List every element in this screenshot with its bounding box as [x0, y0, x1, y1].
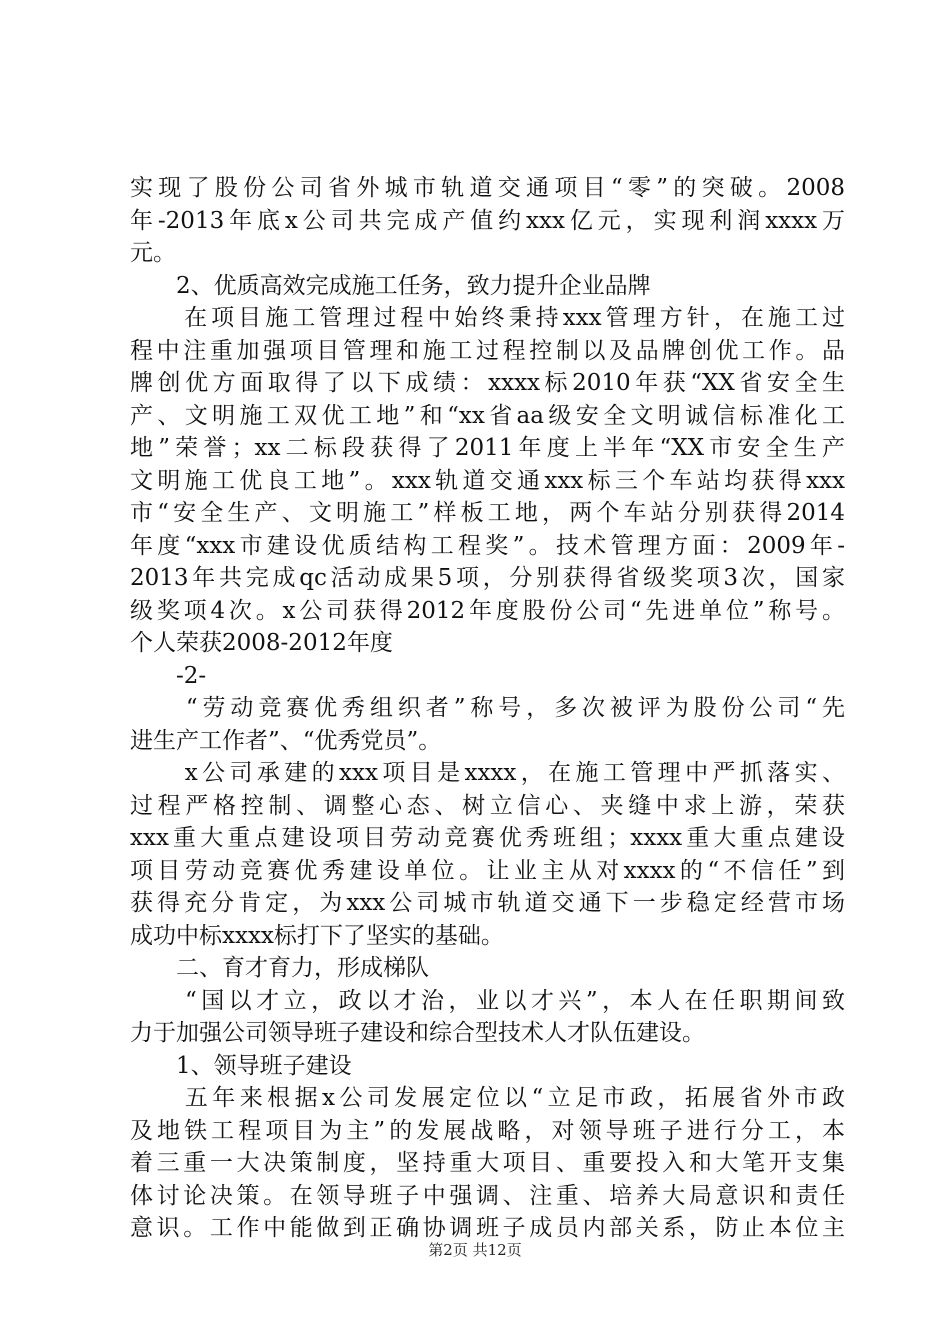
- text-line: 地”荣誉；xx二标段获得了2011年度上半年“XX市安全生产: [130, 435, 845, 461]
- text-line: xxx重大重点建设项目劳动竞赛优秀班组；xxxx重大重点建设: [130, 825, 845, 851]
- section-heading: 二、育才育力，形成梯队: [130, 955, 429, 981]
- text-line: 牌创优方面取得了以下成绩：xxxx标2010年获“XX省安全生: [130, 370, 845, 396]
- text-line: 级奖项4次。x公司获得2012年度股份公司“先进单位”称号。: [130, 597, 845, 624]
- text-line: 及地铁工程项目为主”的发展战略，对领导班子进行分工，本: [130, 1117, 845, 1144]
- text-line: 元。: [130, 240, 176, 266]
- text-line: 市“安全生产、文明施工”样板工地，两个车站分别获得2014: [130, 500, 845, 526]
- page-footer: 第2页 共12页: [428, 1241, 522, 1259]
- text-line: 意识。工作中能做到正确协调班子成员内部关系，防止本位主: [130, 1215, 845, 1241]
- text-line: 过程严格控制、调整心态、树立信心、夹缝中求上游，荣获: [130, 792, 845, 819]
- text-line: 进生产工作者”、“优秀党员”。: [130, 727, 442, 754]
- text-line: “国以才立，政以才治，业以才兴”，本人在任职期间致: [130, 987, 845, 1014]
- text-line: 产、文明施工双优工地”和“xx省aa级安全文明诚信标准化工: [130, 402, 845, 429]
- text-line: 个人荣获2008-2012年度: [130, 630, 393, 656]
- text-line: 文明施工优良工地”。xxx轨道交通xxx标三个车站均获得xxx: [130, 467, 845, 494]
- inline-page-number: -2-: [130, 662, 207, 689]
- text-line: “劳动竞赛优秀组织者”称号，多次被评为股份公司“先: [130, 695, 845, 721]
- text-line: 年-2013年底x公司共完成产值约xxx亿元，实现利润xxxx万: [130, 207, 845, 234]
- text-line: 在项目施工管理过程中始终秉持xxx管理方针，在施工过: [130, 305, 845, 331]
- text-line: 实现了股份公司省外城市轨道交通项目“零”的突破。2008: [130, 175, 845, 201]
- text-line: 体讨论决策。在领导班子中强调、注重、培养大局意识和责任: [130, 1182, 845, 1209]
- text-line: 成功中标xxxx标打下了坚实的基础。: [130, 922, 504, 949]
- text-line: 2013年共完成qc活动成果5项，分别获得省级奖项3次，国家: [130, 565, 845, 591]
- text-line: 获得充分肯定，为xxx公司城市轨道交通下一步稳定经营市场: [130, 890, 845, 916]
- text-line: 程中注重加强项目管理和施工过程控制以及品牌创优工作。品: [130, 337, 845, 364]
- text-line: 着三重一大决策制度，坚持重大项目、重要投入和大笔开支集: [130, 1150, 845, 1176]
- text-line: 年度“xxx市建设优质结构工程奖”。技术管理方面：2009年-: [130, 532, 845, 559]
- text-line: 项目劳动竞赛优秀建设单位。让业主从对xxxx的“不信任”到: [130, 857, 845, 884]
- section-heading: 1、领导班子建设: [130, 1052, 352, 1079]
- text-line: 五年来根据x公司发展定位以“立足市政，拓展省外市政: [130, 1085, 845, 1111]
- section-heading: 2、优质高效完成施工任务，致力提升企业品牌: [130, 272, 651, 299]
- document-body: [130, 172, 845, 1245]
- text-line: x公司承建的xxx项目是xxxx，在施工管理中严抓落实、: [130, 760, 845, 786]
- text-line: 力于加强公司领导班子建设和综合型技术人才队伍建设。: [130, 1020, 705, 1046]
